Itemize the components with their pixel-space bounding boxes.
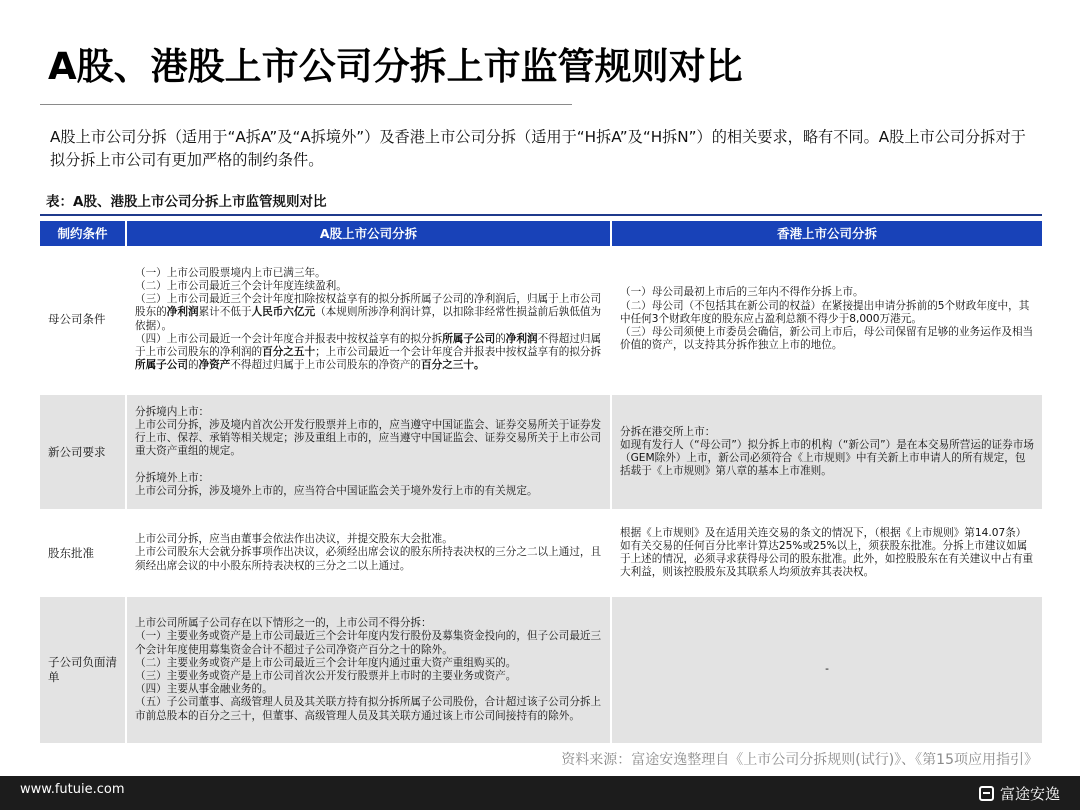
row-condition: 新公司要求	[40, 394, 126, 510]
bold-run: 净利润	[505, 332, 538, 345]
row-a-share-cell: 上市公司分拆，应当由董事会依法作出决议，并提交股东大会批准。 上市公司股东大会就分拆事项作出决议，必须经出席会议的股东所持表决权的三分之二以上通过，且须经出席会议的中小股东所持表决权的三分之二以上通过。	[126, 510, 611, 596]
row-hk-cell: -	[611, 596, 1042, 744]
table-row	[40, 510, 1042, 596]
intro-paragraph: A股上市公司分拆（适用于“A拆A”及“A拆境外”）及香港上市公司分拆（适用于“H拆A”及“H拆N”）的相关要求，略有不同。A股上市公司分拆对于拟分拆上市公司有更加严格的制约条件。	[50, 128, 1026, 169]
row-condition: 子公司负面清单	[40, 596, 126, 744]
header-hk: 香港上市公司分拆	[611, 221, 1042, 246]
text-run: ；上市公司最近一个会计年度合并报表中按权益享有的拟分拆	[315, 345, 602, 358]
table-row	[40, 394, 1042, 510]
text-run: 的	[187, 359, 199, 372]
text-run: 不得超过归属于上市公司股东的净利润的	[135, 332, 602, 358]
table-row	[40, 596, 1042, 744]
text-run: （一）上市公司股票境内上市已满三年。 （二）上市公司最近三个会计年度连续盈利。 （三）上市公司最近三个会计年度扣除按权益享有的拟分拆所属子公司的净利润后，归属于上市公司股东的	[135, 266, 602, 319]
row-condition: 股东批准	[40, 510, 126, 596]
caption-divider	[40, 214, 1042, 216]
page-title: A股、港股上市公司分拆上市监管规则对比	[48, 45, 743, 88]
table-header-row	[40, 221, 1042, 246]
bold-run: 所属子公司	[135, 359, 188, 372]
row-a-share-cell: 上市公司所属子公司存在以下情形之一的，上市公司不得分拆： （一）主要业务或资产是上市公司最近三个会计年度内发行股份及募集资金投向的，但子公司最近三个会计年度使用募集资金合计不超过子公司净资产百分之十的除外。 （二）主要业务或资产是上市公司最近三个会计年度内通过重大资产重组购买的。 （三）主要业务或资产是上市公司首次公开发行股票并上市时的主要业务或资产。 （四）主要从事金融业务的。 （五）子公司董事、高级管理人员及其关联方持有拟分拆所属子公司股份，合计超过该子公司分拆上市前总股本的百分之三十，但董事、高级管理人员及其关联方通过该上市公司间接持有的除外。	[126, 596, 611, 744]
comparison-table	[40, 221, 1042, 745]
bold-run: 百分之五十	[262, 345, 316, 358]
text-run: （本规则所涉净利润计算，以扣除非经常性损益前后孰低值为依据）。 （四）上市公司最近一个会计年度合并报表中按权益享有的拟分拆	[135, 306, 602, 345]
bold-run: 净资产	[198, 359, 231, 372]
header-condition: 制约条件	[40, 221, 126, 246]
footer-website-link[interactable]: www.futuie.com	[20, 782, 125, 797]
bold-run: 人民币六亿元	[251, 306, 316, 319]
row-hk-cell: （一）母公司最初上市后的三年内不得作分拆上市。 （二）母公司（不包括其在新公司的权益）在紧接提出申请分拆前的5个财政年度中，其中任何3个财政年度的股东应占盈利总额不得少于8,000万港元。 （三）母公司须使上市委员会确信，新公司上市后，母公司保留有足够的业务运作及相当价值的资产，以支持其分拆作独立上市的地位。	[611, 246, 1042, 394]
row-a-share-cell: 分拆境内上市： 上市公司分拆，涉及境内首次公开发行股票并上市的，应当遵守中国证监会、证券交易所关于证券发行上市、保荐、承销等相关规定；涉及重组上市的，应当遵守中国证监会、证券交易所关于上市公司重大资产重组的规定。 分拆境外上市： 上市公司分拆，涉及境外上市的，应当符合中国证监会关于境外发行上市的有关规定。	[126, 394, 611, 510]
footer-brand	[979, 781, 1060, 805]
footer-bar	[0, 776, 1080, 810]
title-divider	[40, 104, 572, 105]
row-condition: 母公司条件	[40, 246, 126, 394]
bold-run: 所属子公司	[442, 332, 496, 345]
text-run: 累计不低于	[198, 306, 252, 319]
row-hk-cell: 根据《上市规则》及在适用关连交易的条文的情况下，（根据《上市规则》第14.07条）如有关交易的任何百分比率计算达25%或25%以上，须获股东批准。分拆上市建议如属于上述的情况，必须寻求获得母公司的股东批准。此外，如控股股东在有关建议中占有重大利益，则该控股股东及其联系人均须放弃其表决权。	[611, 510, 1042, 596]
row-a-share-cell	[126, 246, 611, 394]
text-run: 的	[495, 332, 506, 345]
futu-logo-icon	[979, 786, 994, 801]
table-row	[40, 246, 1042, 394]
table-caption: 表：A股、港股上市公司分拆上市监管规则对比	[46, 194, 327, 210]
header-a-share: A股上市公司分拆	[126, 221, 611, 246]
bold-run: 百分之三十。	[421, 359, 485, 372]
row-hk-cell: 分拆在港交所上市： 如现有发行人（“母公司”）拟分拆上市的机构（“新公司”）是在本交易所营运的证券市场（GEM除外）上市，新公司必须符合《上市规则》中有关新上市申请人的所有规定，包括载于《上市规则》第八章的基本上市准则。	[611, 394, 1042, 510]
source-note: 资料来源：富途安逸整理自《上市公司分拆规则(试行)》、《第15项应用指引》	[561, 752, 1038, 768]
bold-run: 净利润	[166, 306, 199, 319]
text-run: 不得超过归属于上市公司股东的净资产的	[230, 359, 422, 372]
brand-name: 富途安逸	[999, 784, 1060, 803]
